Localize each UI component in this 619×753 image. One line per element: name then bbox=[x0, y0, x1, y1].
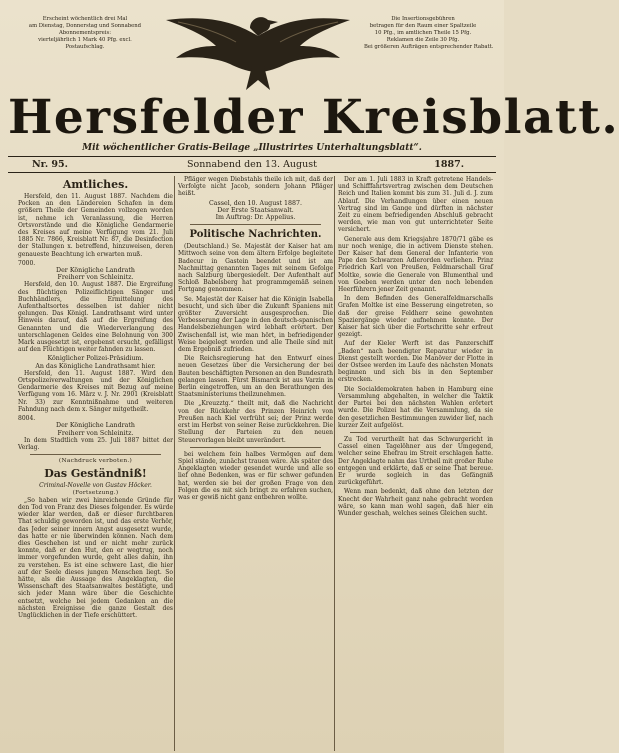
column-rule bbox=[334, 176, 335, 751]
rates-line: Die Insertionsgebühren bbox=[391, 16, 455, 22]
column-3 bbox=[338, 176, 493, 751]
column-rule bbox=[174, 176, 175, 751]
signature-title: Der Erste Staatsanwalt. bbox=[217, 206, 294, 214]
signature-title: Der Königliche Landrath bbox=[56, 422, 135, 430]
section-heading-official: Amtliches. bbox=[62, 178, 129, 191]
rates-line: Reklamen die Zeile 30 Pfg. bbox=[386, 37, 460, 43]
rates-line: Bei größeren Aufträgen entsprechender Rabatt. bbox=[364, 44, 494, 50]
story-paragraph: „So haben wir zwei hinreichende Gründe für den Tod von Franz des Dieses folgender. Es würde wieder klar werden, daß er dieser furchtbaren That schuldig geworden ist, und das erste Verhör, das Jeder seiner innern Angst ausgesetzt wurde, das hatte er nie überwinden können. Nach dem dies Geschehen ist und er nicht mehr zurück konnte, daß er den Hut, den er wegtrug, noch immer vorgefunden wurde, geht alles dahin, ihn zu verstehen. Es ist eine schwere Last, die hier auf der Seele dieses jungen Menschen liegt. So hätte, als die Aussage des Angeklagten, die Wissenschaft des Staatsanwaltes bestätigte, und sich jeder Mann wäre über die Geschichte entsetzt, welche bei jedem Gedanken an die nächsten Ereignisse die ganze Gestalt des Unglücklichen in der Tiefe erschüttert. bbox=[18, 496, 173, 619]
signature-name: Freiherr von Schleinitz. bbox=[57, 429, 134, 437]
notice-line: vierteljährlich 1 Mark 40 Pfg. excl. bbox=[38, 37, 132, 43]
rates-line: betragen für den Raum einer Spaltzeile bbox=[369, 23, 477, 29]
notice-line: am Dienstag, Donnerstag und Sonnabend bbox=[28, 23, 142, 29]
article-paragraph: Auf der Kieler Werft ist das Panzerschiff „Baden“ nach beendigter Reparatur wieder in Dienst gestellt worden. Die Manöver der Flotte in der Ostsee werden im Laufe des nächsten Monats beginnen und sich bis in den September erstrecken. bbox=[338, 340, 493, 384]
article-paragraph: Die „Kreuzztg.“ theilt mit, daß die Nachricht von der Rückkehr des Prinzen Heinrich von Preußen nach Kiel verfrüht sei; der Prinz werde erst im Herbst von seiner Reise zurückkehren. Die Stellung der Parteien zu den neuen Steuervorlagen bleibt unverändert. bbox=[178, 400, 333, 444]
dateline: Cassel, den 10. August 1887. bbox=[208, 199, 303, 207]
issue-bar bbox=[8, 156, 496, 173]
story-title: Das Geständniß! bbox=[44, 467, 147, 481]
article-paragraph: Der am 1. Juli 1883 in Kraft getretene Handels- und Schifffahrtsvertrag zwischen dem Deutschen Reich und Italien kommt bis zum 31. Juli d. J. zum Ablauf. Die Verhandlungen über einen neuen Vertrag sind im Gange und dürften in nächster Zeit zu einem befriedigenden Abschluß gebracht werden, wie man von gut unterrichteter Seite versichert. bbox=[338, 176, 493, 234]
article-paragraph: (Deutschland.) Se. Majestät der Kaiser hat am Mittwoch seine von dem ältern Erfolge begleitete Badecur in Gastein beendet und ist am Nachmittag genannten Tages mit seinem Gefolge nach Salzburg übergesiedelt. Der Aufenthalt auf Schloß Babelsberg hat programmgemäß seinen Fortgang genommen. bbox=[178, 243, 333, 294]
article-paragraph: In dem Befinden des Generalfeldmarschalls Grafen Moltke ist eine Besserung eingetreten, so daß der greise Feldherr seine gewohnten Spaziergänge wieder aufnehmen konnte. Der Kaiser hat sich über die Fortschritte sehr erfreut gezeigt. bbox=[338, 295, 493, 339]
article-paragraph: Generale aus dem Kriegsjahre 1870/71 gäbe es nur noch wenige, die in activem Dienste stehen. Der Kaiser hat dem General der Infanterie von Pape den Schwarzen Adlerorden verliehen. Prinz Friedrich Karl von Preußen, Feldmarschall Graf Moltke, sowie die Generale von Blumenthal und von Goeben werden unter den noch lebenden Heerführern jener Zeit genannt. bbox=[338, 235, 493, 294]
newspaper-title: Hersfelder Kreisblatt. bbox=[8, 90, 619, 145]
article-paragraph: Pfläger wegen Diebstahls theile ich mit, daß der Verfolgte nicht Jacob, sondern Johann Pfläger heißt. bbox=[178, 176, 333, 198]
notice-line: Erscheint wöchentlich drei Mal bbox=[42, 16, 128, 22]
story-paragraph: bei welchem fein halbes Vermögen auf dem Spiel stände, zunächst trauen wäre. Als später des Angeklagten wieder gesendet wurde und alle so lief ohne Bedenken, was er für schwer gefunden hat, werden sie bei der großen Frage von den Folgen die es mit sich bringt zu erfahren suchen, was er gewiß nicht ganz entbehren wollte. bbox=[178, 450, 333, 501]
article-paragraph: Se. Majestät der Kaiser hat die Königin Isabella besucht, und sich über die Zukunft Spaniens mit größter Zuversicht ausgesprochen. Die Verbesserung der Lage in den deutsch-spanischen Handelsbeziehungen wird lebhaft erörtert. Der Zwischenfall ist, wie man hört, in befriedigender Weise beigelegt worden und alle Theile sind mit dem Ergebniß zufrieden. bbox=[178, 295, 333, 354]
story-paragraph: Wenn man bedenkt, daß ohne den letzten der Knecht der Wahrheit ganz nahe gebracht worden wäre, so kann man wohl sagen, daß hier ein Wunder geschah, welches seines Gleichen sucht. bbox=[338, 488, 493, 517]
signature-name: Im Auftrag: Dr. Appelius. bbox=[215, 214, 296, 222]
section-heading-politics: Politische Nachrichten. bbox=[189, 229, 322, 241]
signature-title: Königlicher Polizei-Präsidium. bbox=[47, 355, 144, 363]
issue-date: Sonnabend den 13. August bbox=[187, 159, 317, 170]
reference-number: 7000. bbox=[18, 259, 36, 267]
column-2 bbox=[178, 176, 333, 751]
article-paragraph: Die Reichsregierung hat den Entwurf eines neuen Gesetzes über die Versicherung der bei Bauten beschäftigten Personen an den Bundesrath gelangen lassen. Fürst Bismarck ist aus Varzin in Berlin eingetroffen, um an den Berathungen des Staatsministeriums theilzunehmen. bbox=[178, 355, 333, 399]
issue-year: 1887. bbox=[434, 159, 464, 170]
continuation-note: (Fortsetzung.) bbox=[72, 489, 119, 496]
signature-name: Freiherr von Schleinitz. bbox=[57, 274, 134, 282]
advertising-rates bbox=[364, 16, 494, 51]
rates-line: 10 Pfg., im amtlichen Theile 15 Pfg. bbox=[374, 30, 472, 36]
section-divider bbox=[190, 447, 321, 448]
article-paragraph: Hersfeld, den 11. August 1887. Nachdem die Pocken an den Ländereien Schafen in dem größern Theile der Gemeinden vollzogen worden ist, nehme ich Veranlassung, die Herren Ortsvorstände und die Königliche Gendarmerie des Kreises auf meine Verfügung vom 21. Juli 1885 Nr. 7866, Kreisblatt Nr. 87, die Desinfection der Stallungen x. betreffend, hinzuweisen, deren genaueste Beachtung ich erwarten muß. bbox=[18, 193, 173, 258]
signature-name: An das Königliche Landrathsamt hier. bbox=[35, 362, 156, 370]
article-paragraph: Hersfeld, den 11. August 1887. Wird den Ortspolizeiverwaltungen und der Königlichen Gendarmerie des Kreises mit Bezug auf meine Verfügung vom 16. März v. J. Nr. 2901 (Kreisblatt Nr. 33) zur Kenntnißnahme und weiteren Fahndung nach dem x. Sänger mitgetheilt. bbox=[18, 369, 173, 413]
eagle-emblem-icon bbox=[158, 6, 358, 98]
issue-number: Nr. 95. bbox=[32, 159, 68, 170]
article-paragraph: Die Socialdemokraten haben in Hamburg eine Versammlung abgehalten, in welcher die Taktik der Partei bei den nächsten Wahlen erörtert wurde. Die Polizei hat die Versammlung, da sie den gesetzlichen Bestimmungen zuwider lief, nach kurzer Zeit aufgelöst. bbox=[338, 385, 493, 429]
article-columns bbox=[8, 176, 496, 751]
newspaper-subtitle: Mit wöchentlicher Gratis-Beilage „Illustrirtes Unterhaltungsblatt“. bbox=[82, 143, 422, 153]
signature-title: Der Königliche Landrath bbox=[56, 267, 135, 275]
notice-line: Postaufschlag. bbox=[65, 44, 105, 50]
masthead bbox=[8, 6, 619, 156]
reprint-notice: (Nachdruck verboten.) bbox=[58, 458, 133, 465]
section-divider bbox=[190, 224, 321, 225]
story-subtitle: Criminal-Novelle von Gustav Höcker. bbox=[39, 482, 152, 490]
story-paragraph: Zu Tod verurtheilt hat das Schwurgericht in Cassel einen Tagelöhner aus der Umgegend, welcher seine Ehefrau im Streit erschlagen hatte. Der Angeklagte nahm das Urtheil mit großer Ruhe entgegen und erklärte, daß er seine That bereue. Er wurde sogleich in das Gefängniß zurückgeführt. bbox=[338, 435, 493, 487]
section-divider bbox=[30, 454, 161, 455]
section-divider bbox=[350, 432, 481, 433]
article-paragraph: Hersfeld, den 10. August 1887. Die Ergreifung des flüchtigen Polizeiflichtigen Sänger und Buchhändlers, die Ermittelung des Aufenthaltsortes desselben ist dahier nicht gelungen. Das Königl. Landrathsamt wird unter Hinweis darauf, daß auf die Ergreifung des Genannten und die Wiederverlangung des unterschlagenen Geldes eine Belohnung von 300 Mark ausgesetzt ist, ergebenst ersucht, gefälligst auf den Flüchtigen weiter fahnden zu lassen. bbox=[18, 281, 173, 354]
notice-line: Abonnementspreis: bbox=[58, 30, 112, 36]
reference-number: 8004. bbox=[18, 415, 36, 423]
subscription-notice bbox=[26, 16, 144, 51]
article-paragraph: In dem Stadtlich vom 25. Juli 1887 bittet der Verlag. bbox=[18, 436, 173, 451]
column-1 bbox=[18, 176, 173, 751]
